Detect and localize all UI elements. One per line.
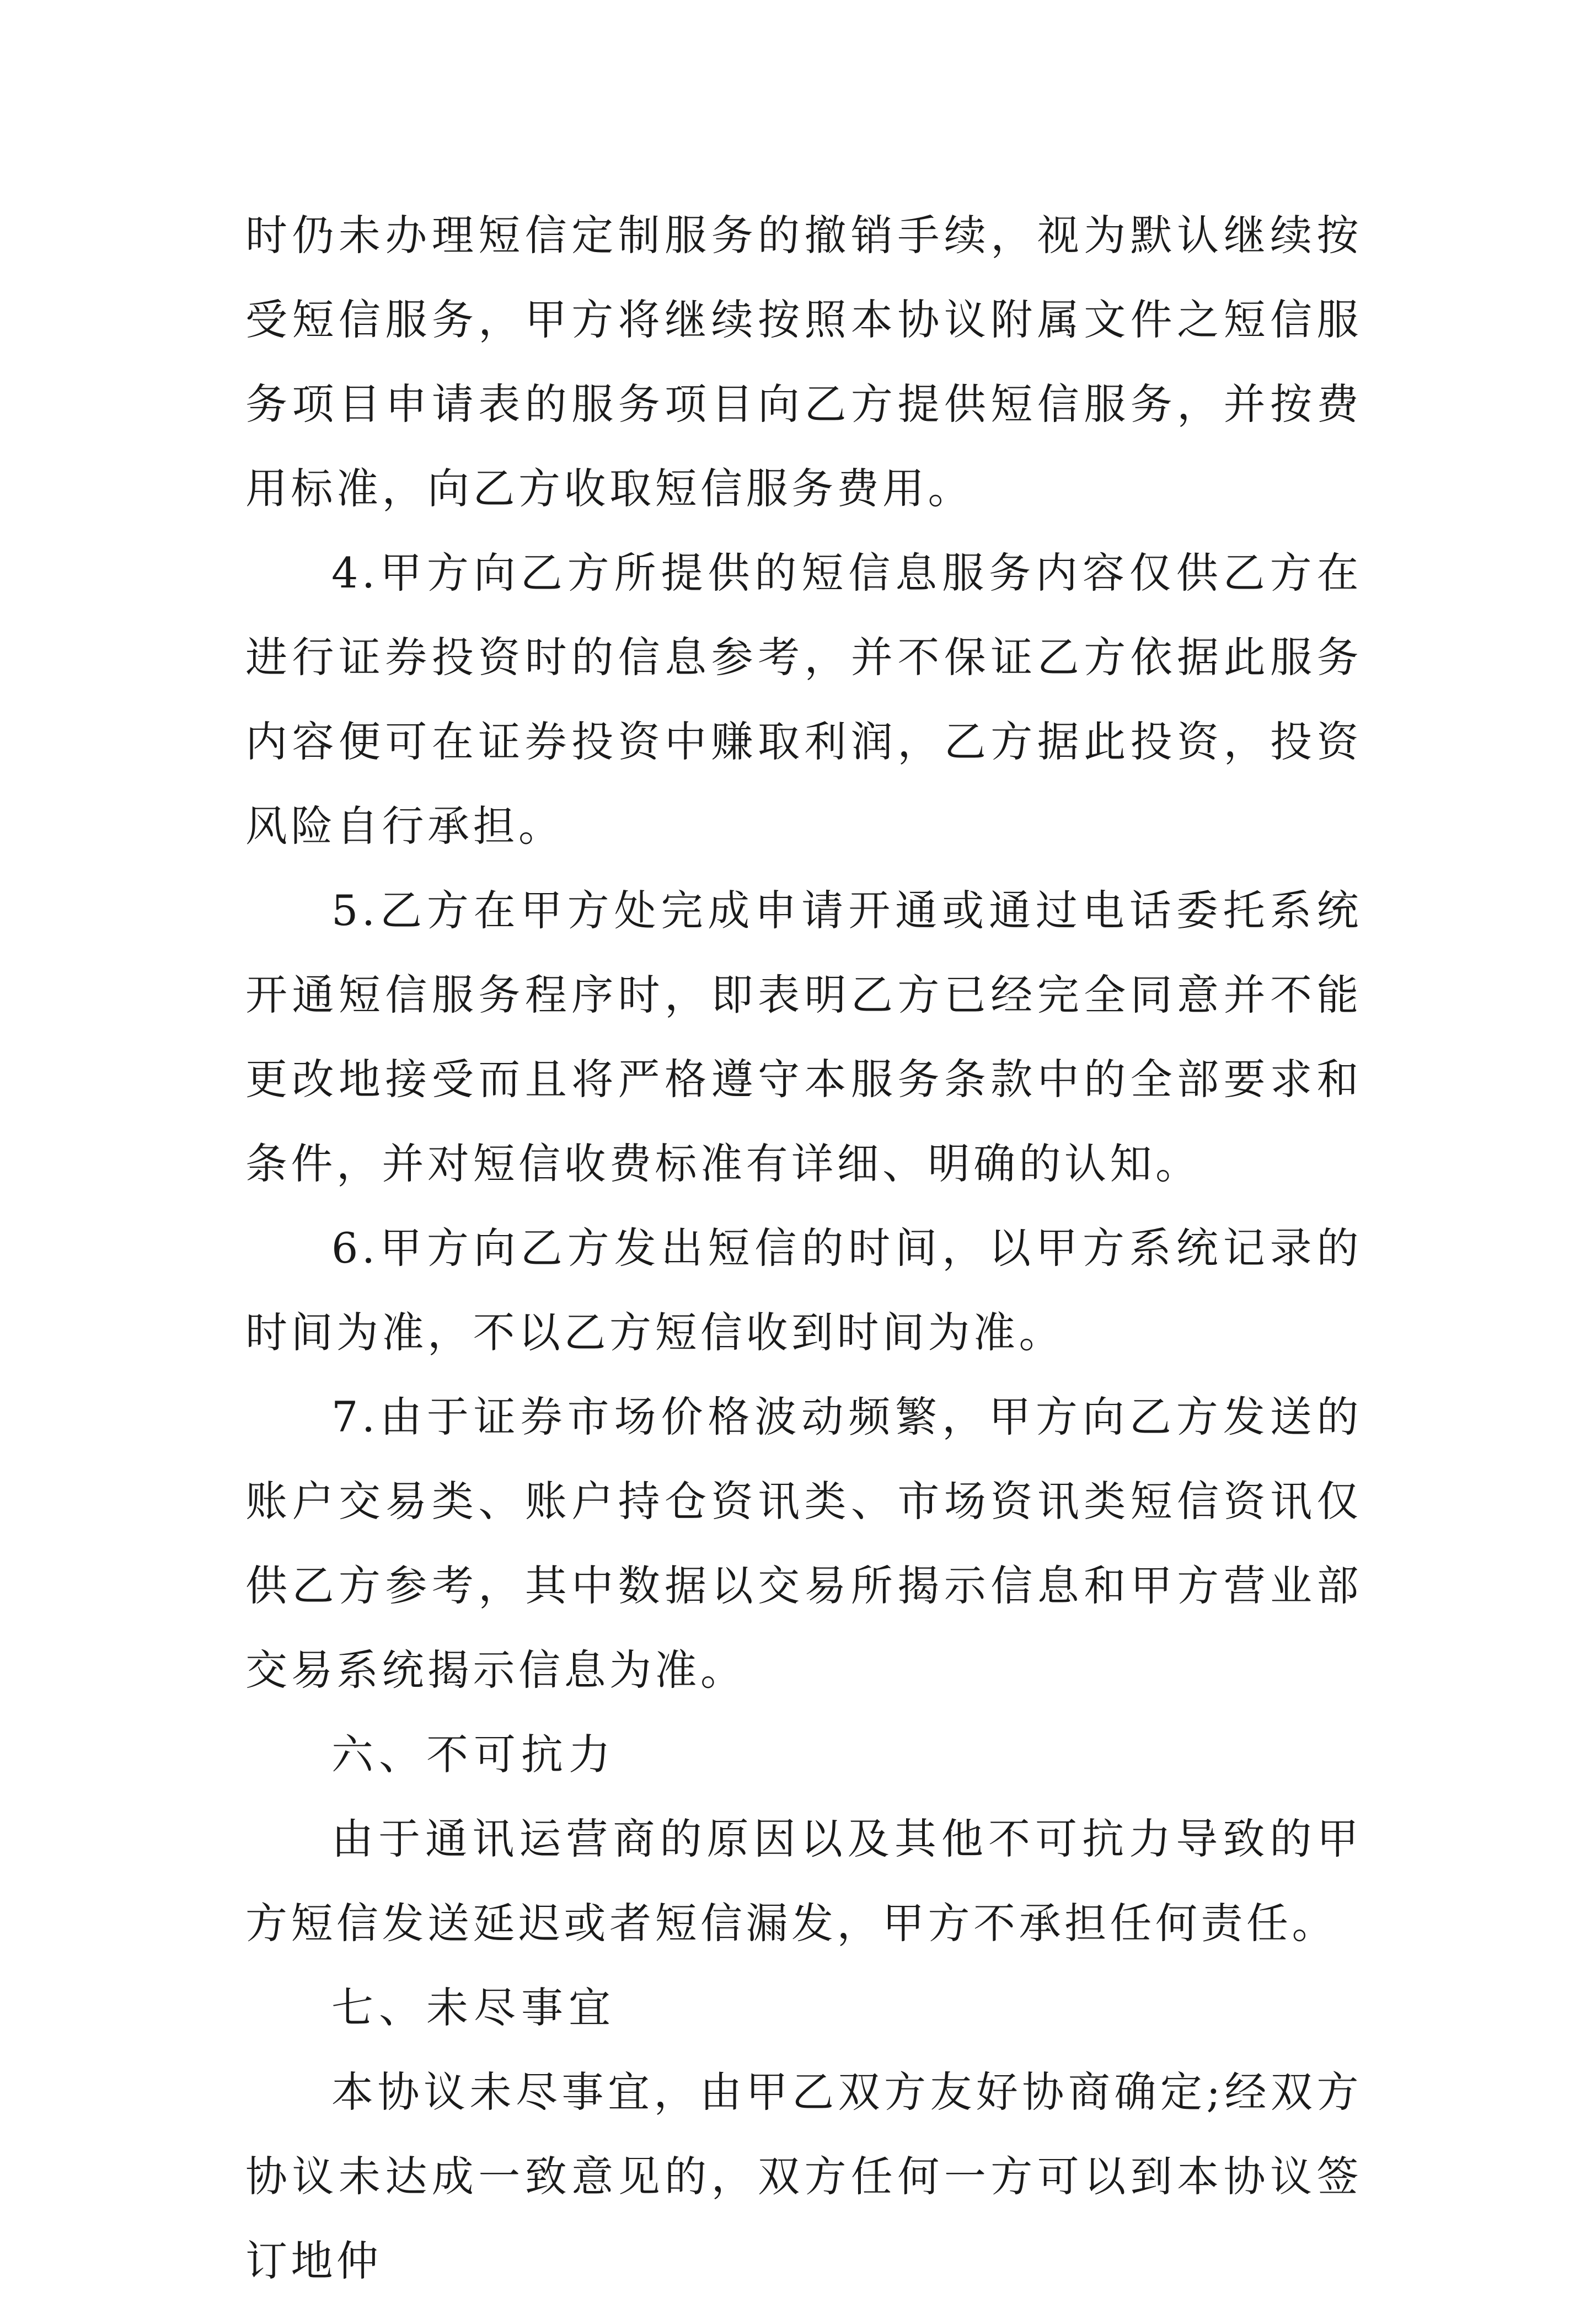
paragraph-force-majeure: 由于通讯运营商的原因以及其他不可抗力导致的甲方短信发送延迟或者短信漏发，甲方不承担任何责任。: [245, 1814, 1362, 1948]
section-heading-force-majeure: 六、不可抗力: [331, 1730, 616, 1779]
paragraph-continuation: 时仍未办理短信定制服务的撤销手续，视为默认继续按受短信服务，甲方将继续按照本协议附属文件之短信服务项目申请表的服务项目向乙方提供短信服务，并按费用标准，向乙方收取短信服务费用。: [245, 211, 1362, 513]
paragraph-clause-4: 4.甲方向乙方所提供的短信息服务内容仅供乙方在进行证券投资时的信息参考，并不保证乙方依据此服务内容便可在证券投资中赚取利润，乙方据此投资，投资风险自行承担。: [245, 548, 1362, 851]
paragraph-outstanding-matters: 本协议未尽事宜，由甲乙双方友好协商确定;经双方协议未达成一致意见的，双方任何一方可以到本协议签订地仲: [245, 2067, 1362, 2285]
paragraph-clause-5: 5.乙方在甲方处完成申请开通或通过电话委托系统开通短信服务程序时，即表明乙方已经完全同意并不能更改地接受而且将严格遵守本服务条款中的全部要求和条件，并对短信收费标准有详细、明确的认知。: [245, 886, 1362, 1188]
section-heading-outstanding-matters: 七、未尽事宜: [331, 1983, 616, 2032]
paragraph-clause-7: 7.由于证券市场价格波动频繁，甲方向乙方发送的账户交易类、账户持仓资讯类、市场资讯类短信资讯仅供乙方参考，其中数据以交易所揭示信息和甲方营业部交易系统揭示信息为准。: [245, 1392, 1362, 1695]
paragraph-clause-6: 6.甲方向乙方发出短信的时间，以甲方系统记录的时间为准，不以乙方短信收到时间为准。: [245, 1223, 1362, 1357]
document-page: [245, 193, 1362, 2303]
